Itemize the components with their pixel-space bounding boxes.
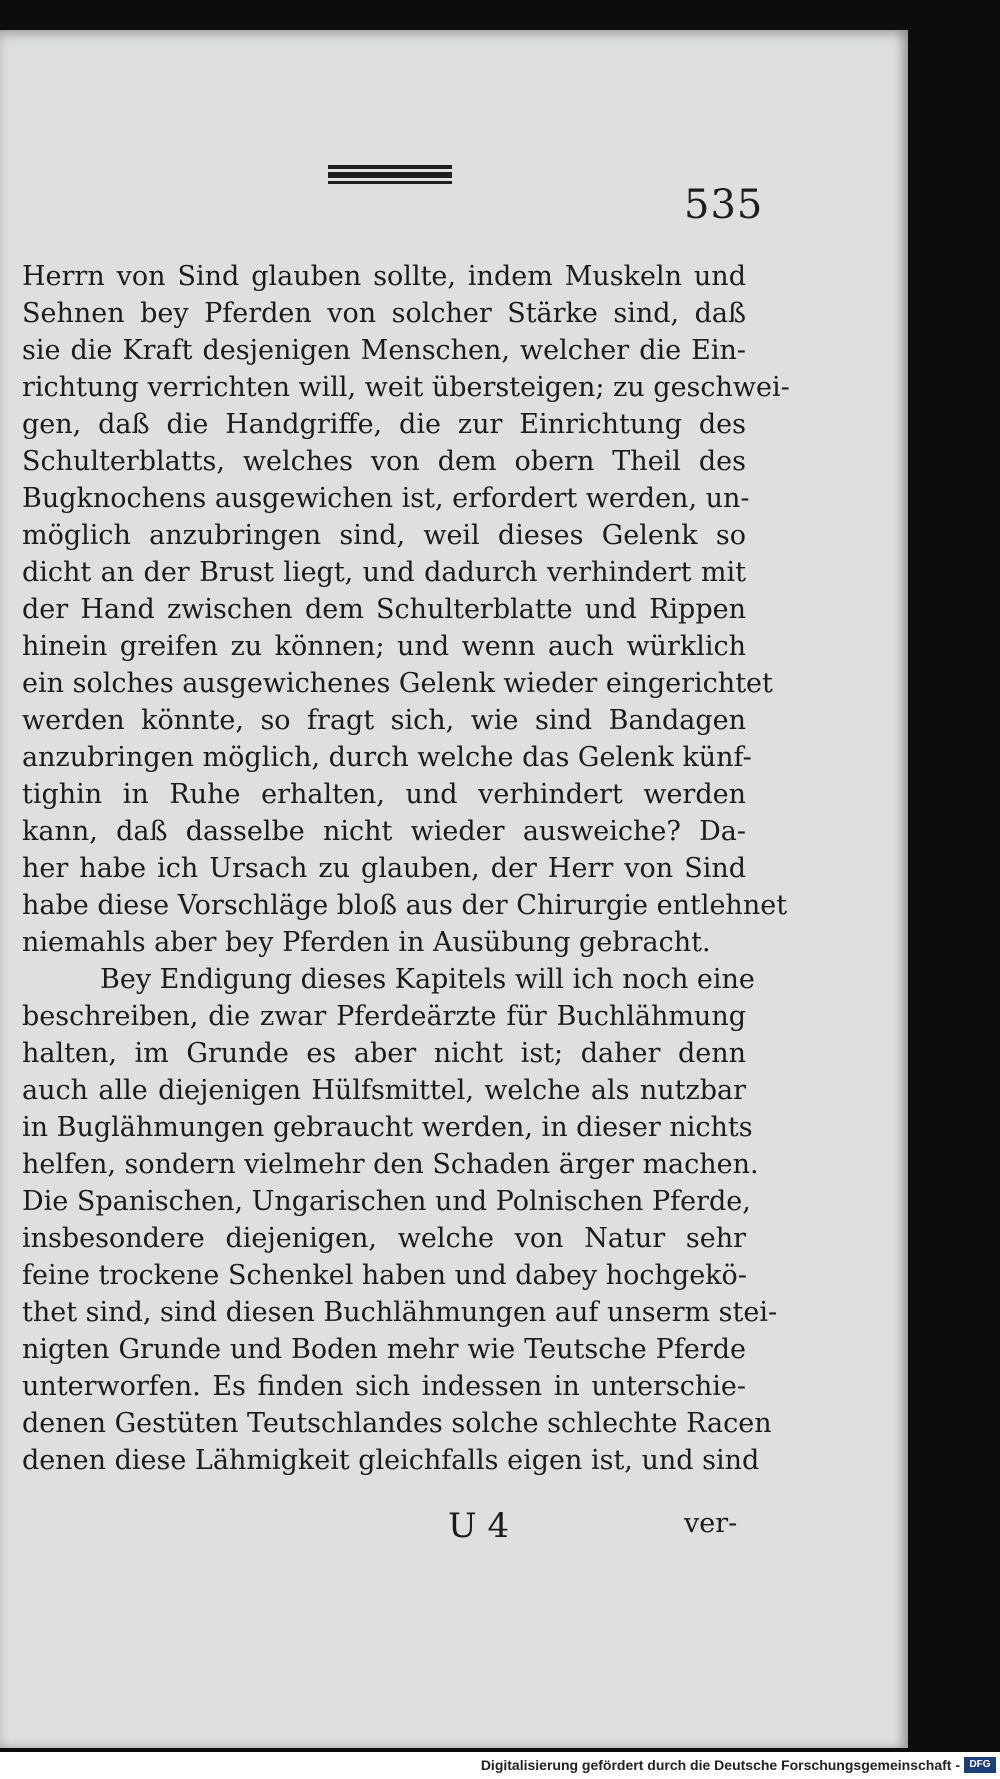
text-line: ein solches ausgewichenes Gelenk wieder eingerichtet: [22, 668, 773, 699]
body-text: [22, 258, 790, 1479]
text-line: richtung verrichten will, weit übersteigen; zu geschwei-: [22, 372, 790, 403]
text-line: möglich anzubringen sind, weil dieses Gelenk so: [22, 520, 746, 551]
text-line: denen diese Lähmigkeit gleichfalls eigen ist, und sind: [22, 1445, 760, 1476]
ornament-rule: [328, 172, 452, 178]
text-line: habe diese Vorschläge bloß aus der Chirurgie entlehnet: [22, 890, 788, 921]
text-line: sie die Kraft desjenigen Menschen, welcher die Ein-: [22, 335, 746, 366]
text-line: Schulterblatts, welches von dem obern Theil des: [22, 446, 746, 477]
text-line: dicht an der Brust liegt, und dadurch verhindert mit: [22, 557, 746, 588]
catchword: ver-: [684, 1508, 738, 1539]
text-line: anzubringen möglich, durch welche das Gelenk künf-: [22, 742, 752, 773]
text-line: Die Spanischen, Ungarischen und Polnischen Pferde,: [22, 1186, 751, 1217]
ornament-rule: [328, 165, 452, 169]
text-line: niemahls aber bey Pferden in Ausübung gebracht.: [22, 927, 711, 958]
signature-mark: U 4: [448, 1506, 510, 1546]
text-line: unterworfen. Es finden sich indessen in unterschie-: [22, 1371, 746, 1402]
text-line: her habe ich Ursach zu glauben, der Herr von Sind: [22, 853, 746, 884]
text-line: beschreiben, die zwar Pferdeärzte für Buchlähmung: [22, 1001, 746, 1032]
text-line: der Hand zwischen dem Schulterblatte und Rippen: [22, 594, 746, 625]
text-line: in Buglähmungen gebraucht werden, in dieser nichts: [22, 1112, 753, 1143]
text-line: nigten Grunde und Boden mehr wie Teutsche Pferde: [22, 1334, 746, 1365]
ornament-rule: [328, 181, 452, 184]
footer-bar: [0, 1752, 1000, 1779]
text-line: kann, daß dasselbe nicht wieder ausweiche? Da-: [22, 816, 746, 847]
text-line: feine trockene Schenkel haben und dabey hochgekö-: [22, 1260, 747, 1291]
text-line: denen Gestüten Teutschlandes solche schlechte Racen: [22, 1408, 772, 1439]
text-line: Sehnen bey Pferden von solcher Stärke sind, daß: [22, 298, 746, 329]
text-line: halten, im Grunde es aber nicht ist; daher denn: [22, 1038, 746, 1069]
text-line: Bugknochens ausgewichen ist, erfordert werden, un-: [22, 483, 750, 514]
text-line: werden könnte, so fragt sich, wie sind Bandagen: [22, 705, 746, 736]
text-line: helfen, sondern vielmehr den Schaden ärger machen.: [22, 1149, 759, 1180]
text-line: auch alle diejenigen Hülfsmittel, welche als nutzbar: [22, 1075, 746, 1106]
text-line: tighin in Ruhe erhalten, und verhindert werden: [22, 779, 746, 810]
text-line: gen, daß die Handgriffe, die zur Einrichtung des: [22, 409, 746, 440]
funding-notice: Digitalisierung gefördert durch die Deutsche Forschungsgemeinschaft -: [480, 1757, 960, 1773]
text-line: thet sind, sind diesen Buchlähmungen auf unserm stei-: [22, 1297, 778, 1328]
dfg-logo: DFG: [964, 1757, 996, 1773]
text-line: Herrn von Sind glauben sollte, indem Muskeln und: [22, 261, 746, 292]
header-ornament: [328, 165, 452, 185]
page-number: 535: [684, 182, 764, 228]
text-line: insbesondere diejenigen, welche von Natur sehr: [22, 1223, 746, 1254]
text-line: Bey Endigung dieses Kapitels will ich noch eine: [100, 964, 755, 995]
book-page: [0, 30, 908, 1748]
text-line: hinein greifen zu können; und wenn auch würklich: [22, 631, 746, 662]
